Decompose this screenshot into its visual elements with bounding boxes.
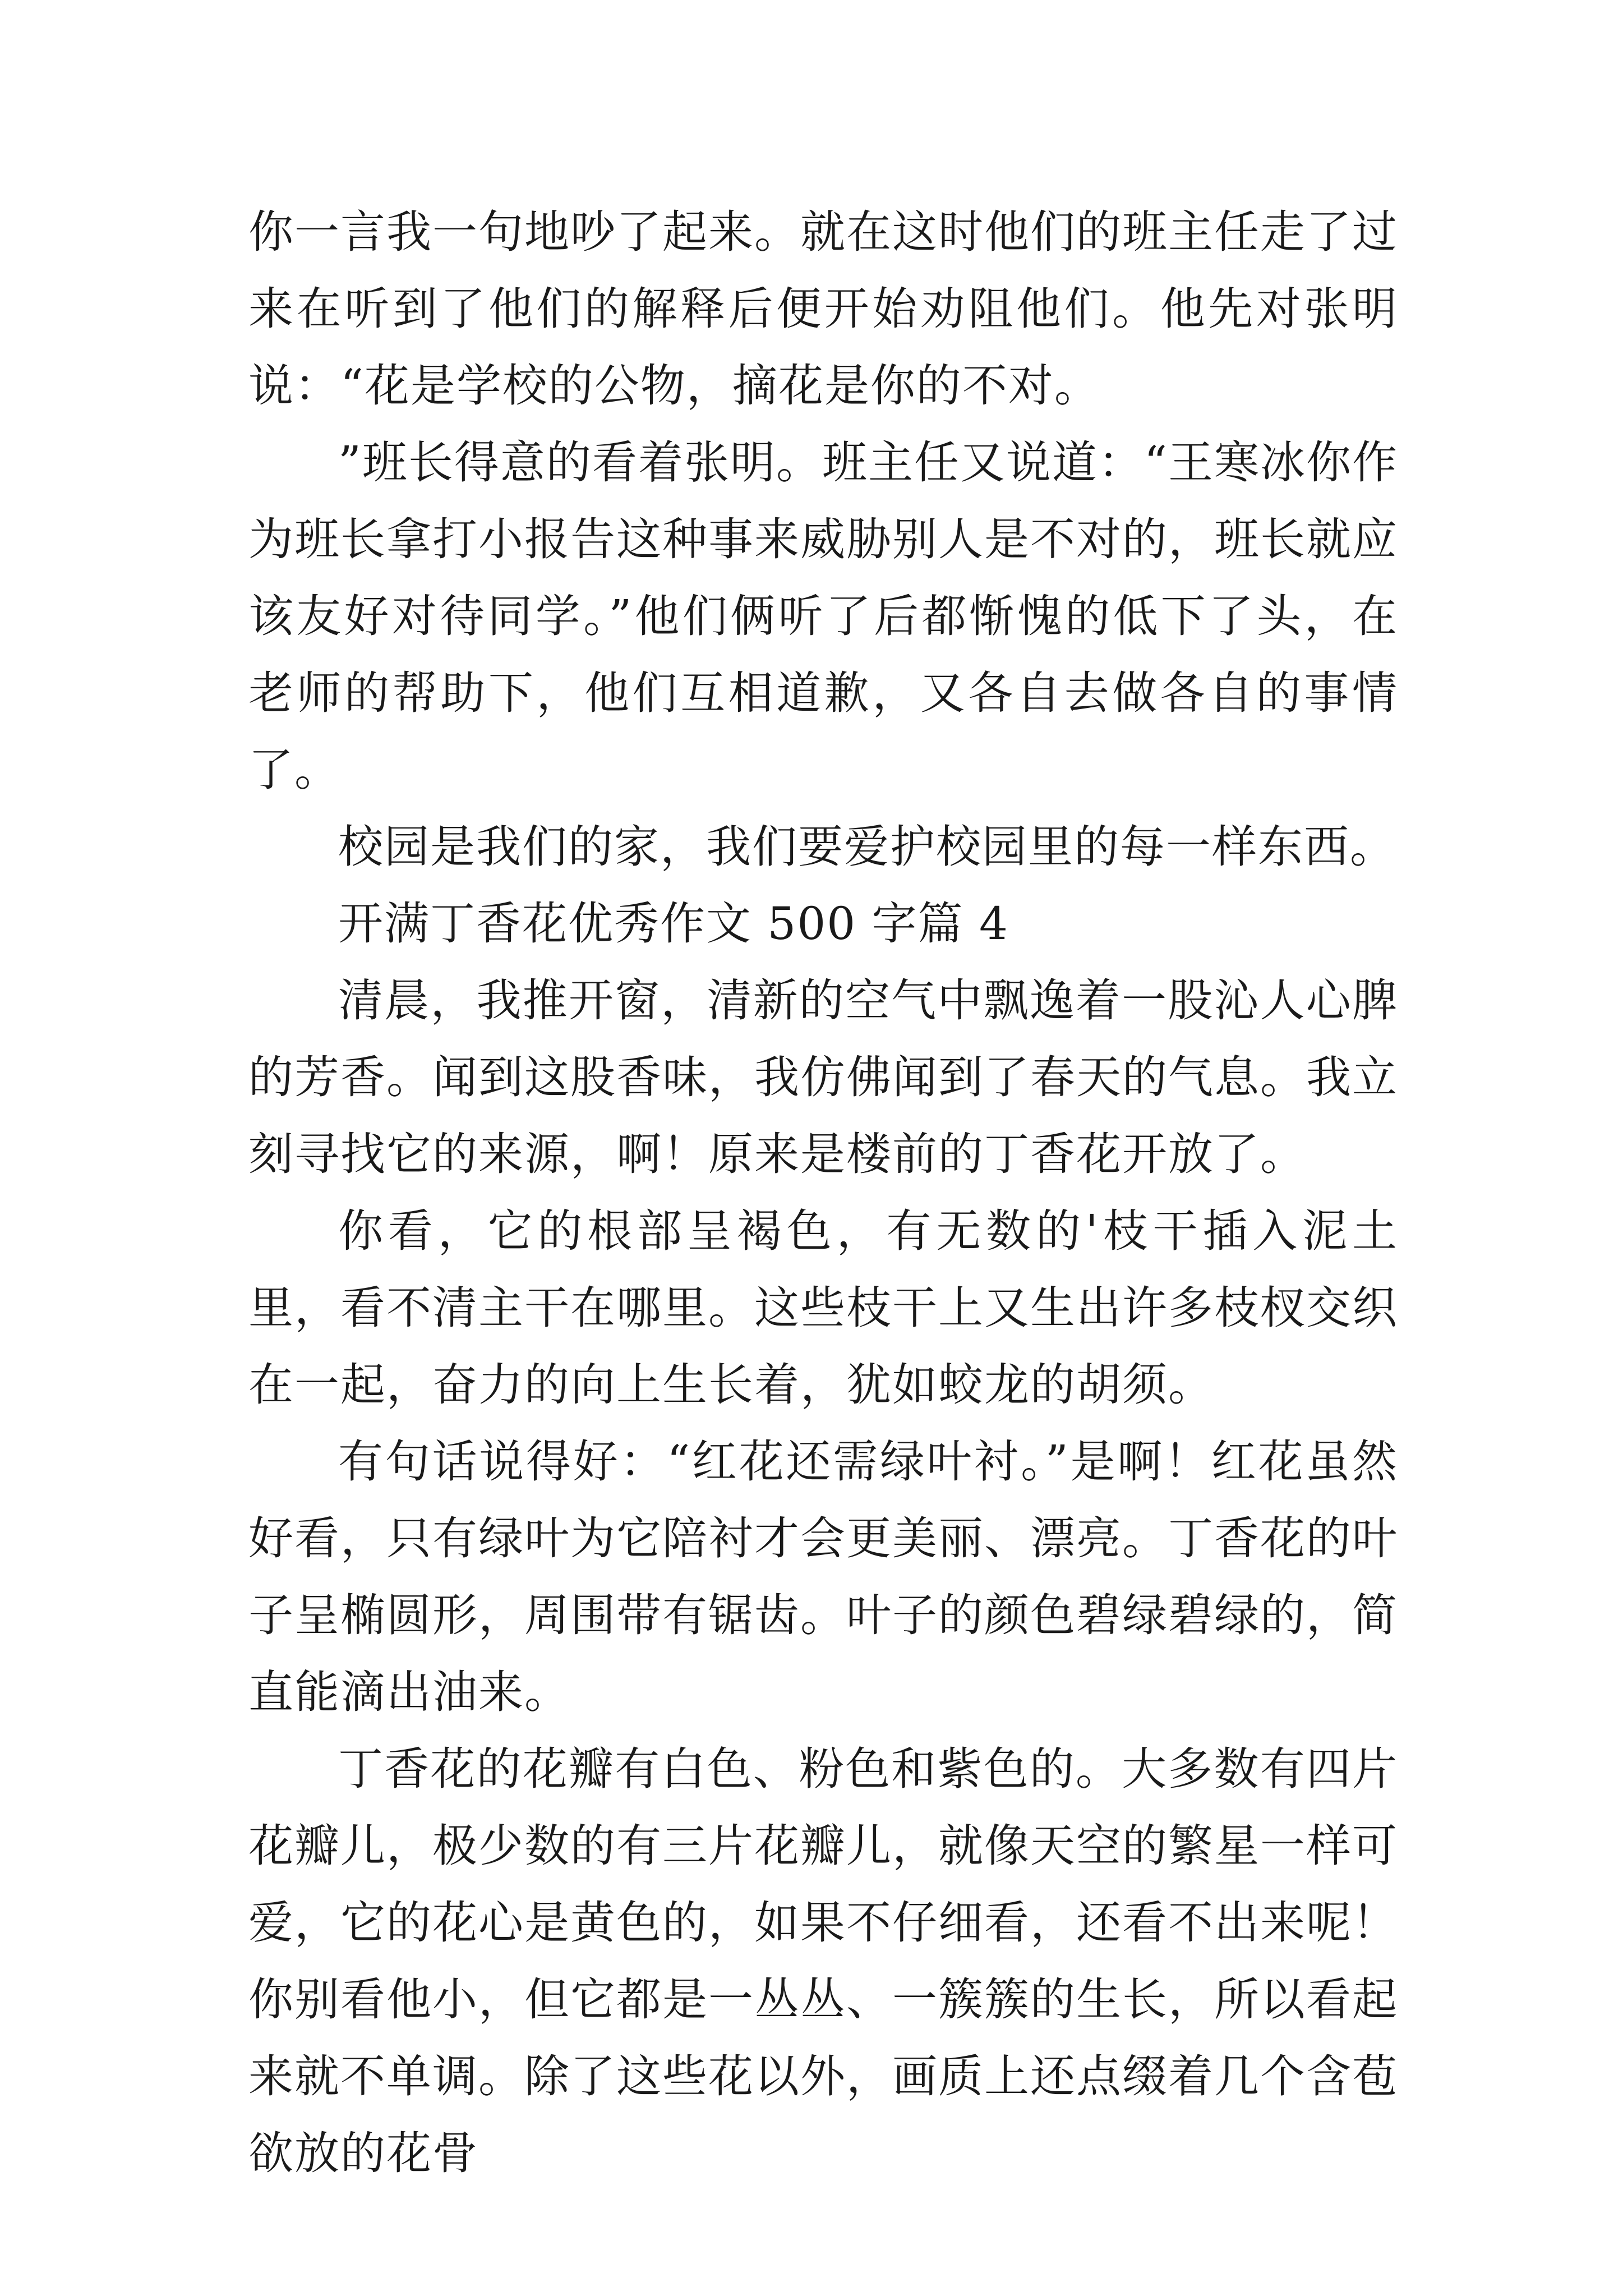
paragraph-1: 你一言我一句地吵了起来。就在这时他们的班主任走了过来在听到了他们的解释后便开始劝阻他们。他先对张明说：“花是学校的公物，摘花是你的不对。 <box>248 206 1398 412</box>
section-heading: 开满丁香花优秀作文 500 字篇 4 <box>338 898 1009 950</box>
paragraph-7: 丁香花的花瓣有白色、粉色和紫色的。大多数有四片花瓣儿，极少数的有三片花瓣儿，就像天空的繁星一样可爱，它的花心是黄色的，如果不仔细看，还看不出来呢！你别看他小，但它都是一丛丛、一簇簇的生长，所以看起来就不单调。除了这些花以外，画质上还点缀着几个含苞欲放的花骨 <box>248 1743 1398 2179</box>
paragraph-6: 有句话说得好：“红花还需绿叶衬。”是啊！红花虽然好看，只有绿叶为它陪衬才会更美丽、漂亮。丁香花的叶子呈椭圆形，周围带有锯齿。叶子的颜色碧绿碧绿的，简直能滴出油来。 <box>248 1435 1398 1718</box>
paragraph-4: 清晨，我推开窗，清新的空气中飘逸着一股沁人心脾的芳香。闻到这股香味，我仿佛闻到了春天的气息。我立刻寻找它的来源，啊！原来是楼前的丁香花开放了。 <box>248 974 1398 1180</box>
body-text <box>248 194 1398 2192</box>
paragraph-2: ”班长得意的看着张明。班主任又说道：“王寒冰你作为班长拿打小报告这种事来威胁别人是不对的，班长就应该友好对待同学。”他们俩听了后都惭愧的低下了头，在老师的帮助下，他们互相道歉，又各自去做各自的事情了。 <box>248 436 1398 796</box>
paragraph-5: 你看，它的根部呈褐色，有无数的'枝干插入泥土里，看不清主干在哪里。这些枝干上又生出许多枝杈交织在一起，奋力的向上生长着，犹如蛟龙的胡须。 <box>248 1205 1398 1411</box>
paragraph-3: 校园是我们的家，我们要爱护校园里的每一样东西。 <box>338 821 1396 873</box>
